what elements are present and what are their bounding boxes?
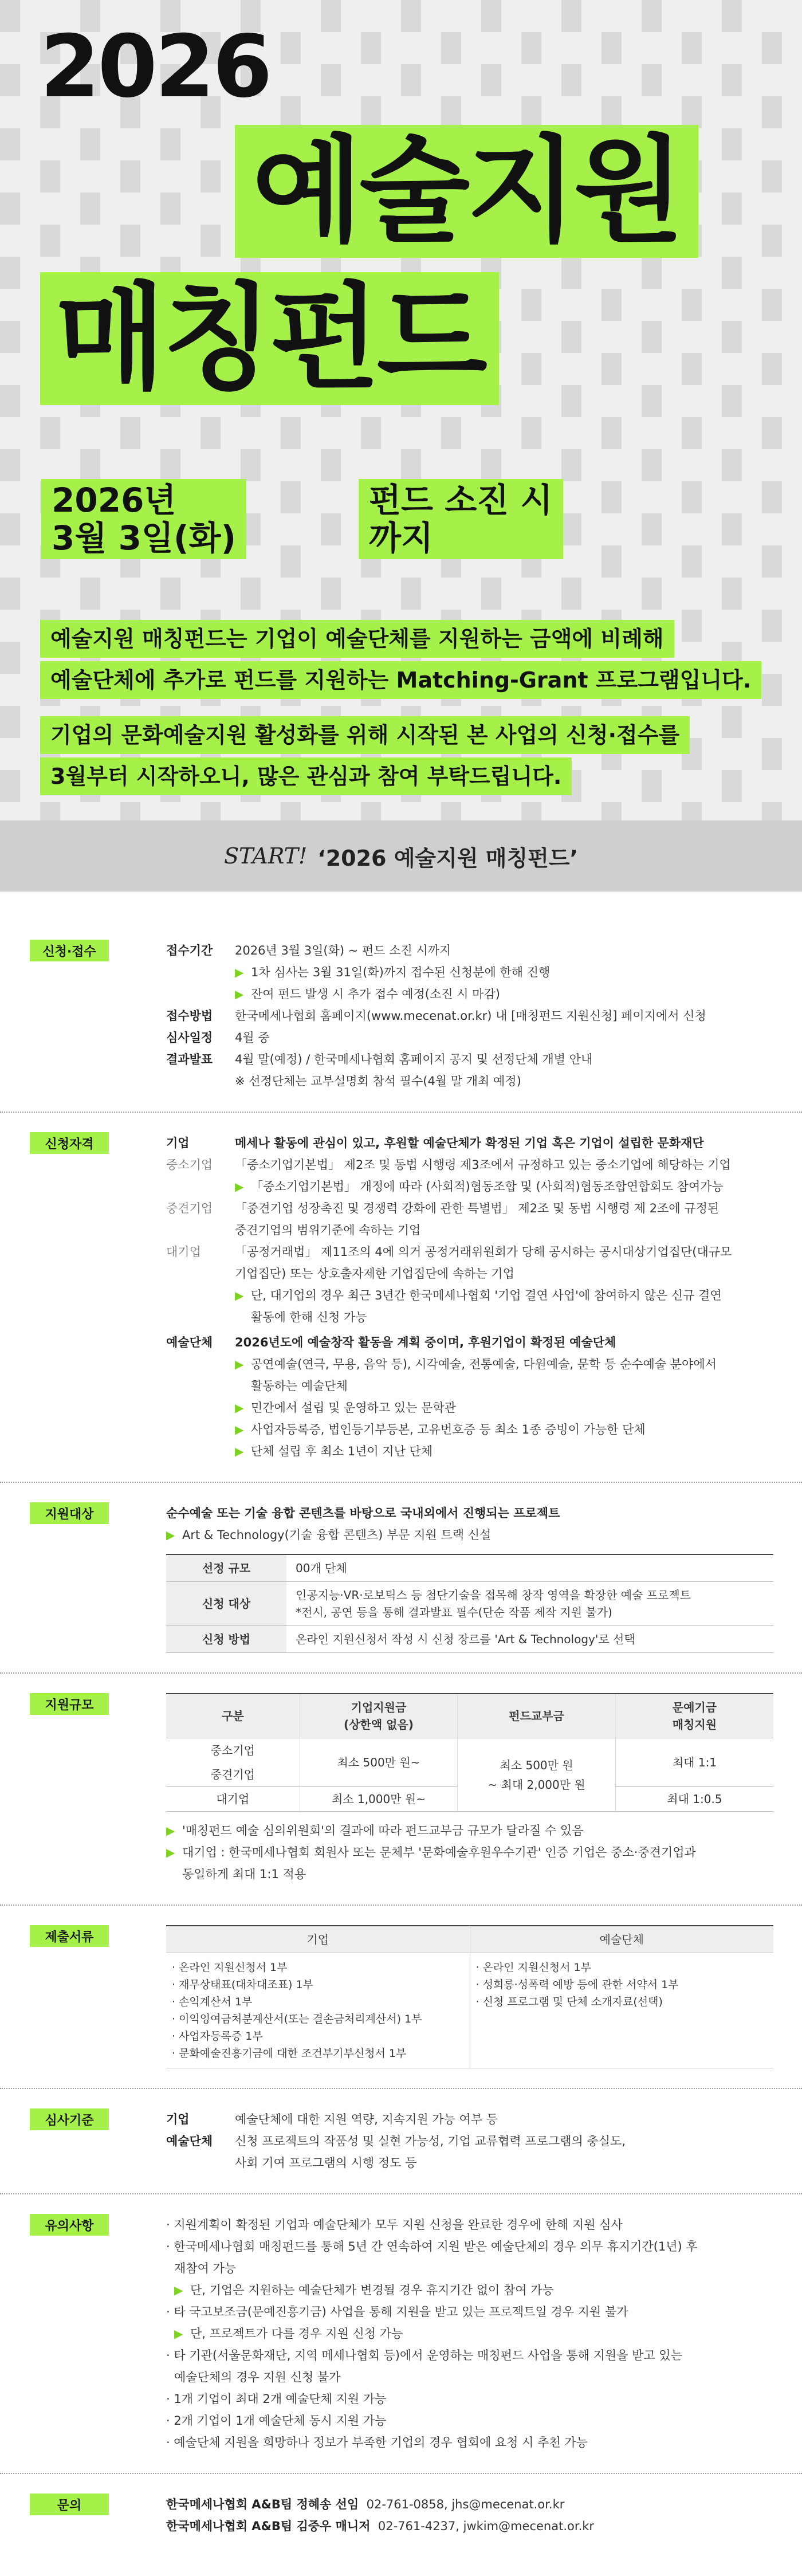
background-tile <box>521 353 541 385</box>
background-tile <box>321 449 341 481</box>
table-key: 신청 방법 <box>166 1626 286 1653</box>
col-header-corp-line1: 기업지원금 <box>351 1701 407 1714</box>
background-tile <box>561 321 581 353</box>
background-tile <box>561 64 581 96</box>
background-tile <box>722 128 742 160</box>
mid-value2: 중견기업의 범위기준에 속하는 기업 <box>235 1223 421 1237</box>
background-tile <box>481 0 501 32</box>
background-tile <box>521 96 541 128</box>
background-tile <box>0 770 20 802</box>
background-tile <box>0 128 20 160</box>
background-tile <box>0 706 20 738</box>
col-header-corp <box>300 1694 458 1738</box>
background-tile <box>120 160 140 193</box>
background-tile <box>200 225 221 257</box>
background-tile <box>0 0 20 32</box>
background-tile <box>200 417 221 449</box>
start-title: ‘2026 예술지원 매칭펀드’ <box>317 845 579 871</box>
method-key: 접수방법 <box>166 1009 213 1023</box>
triangle-right-icon: ▶ <box>235 987 244 1001</box>
triangle-right-icon: ▶ <box>166 1528 175 1542</box>
background-tile <box>682 481 702 513</box>
background-tile <box>561 385 581 417</box>
triangle-right-icon: ▶ <box>235 1180 244 1193</box>
list-item: · 손익계산서 1부 <box>172 1996 253 2008</box>
sme-note: 「중소기업기본법」 개정에 따라 (사회적)협동조합 및 (사회적)협동조합연합회도 참여가능 <box>251 1180 724 1193</box>
contact1-info[interactable]: 02-761-0858, jhs@mecenat.or.kr <box>366 2498 565 2511</box>
background-tile <box>0 321 20 353</box>
background-tile <box>602 32 622 64</box>
criteria-corp-key: 기업 <box>166 2112 190 2126</box>
contact2-info[interactable]: 02-761-4237, jwkim@mecenat.or.kr <box>378 2519 595 2533</box>
background-tile <box>200 160 221 193</box>
background-tile <box>722 449 742 481</box>
background-tile <box>401 0 421 32</box>
result-key: 결과발표 <box>166 1053 213 1066</box>
list-item: · 이익잉여금처분계산서(또는 결손금처리계산서) 1부 <box>172 2013 422 2025</box>
background-tile <box>401 64 421 96</box>
background-tile <box>642 385 662 417</box>
background-tile <box>642 64 662 96</box>
table-row <box>166 1582 773 1626</box>
list-item: · 온라인 지원신청서 1부 <box>172 1961 288 1974</box>
intro-line2: 예술단체에 추가로 펀드를 지원하는 Matching-Grant 프로그램입니다. <box>40 661 761 699</box>
background-tile <box>682 32 702 64</box>
background-tile <box>762 417 782 449</box>
background-tile <box>602 545 622 578</box>
background-tile <box>80 578 100 610</box>
criteria-art-value2: 사회 기여 프로그램의 시행 정도 등 <box>235 2156 417 2170</box>
end-date-line1: 펀드 소진 시 <box>369 481 553 520</box>
art-note3: 사업자등록증, 법인등기부등본, 고유번호증 등 최소 1종 증빙이 가능한 단체 <box>251 1423 646 1436</box>
table-value: 온라인 지원신청서 작성 시 신청 장르를 'Art & Technology'로 선택 <box>286 1626 773 1653</box>
row-mid: 중견기업 <box>166 1762 300 1787</box>
background-tile <box>80 449 100 481</box>
match-small: 최대 1:1 <box>615 1738 773 1787</box>
table-value: 00개 단체 <box>286 1554 773 1582</box>
note-line: · 예술단체 지원을 희망하나 정보가 부족한 기업의 경우 협회에 요청 시 추천 가능 <box>166 2436 588 2449</box>
contact2-name: 한국메세나협회 A&B팀 김중우 매니저 <box>166 2519 371 2533</box>
background-tile <box>281 417 301 449</box>
background-tile <box>762 545 782 578</box>
background-tile <box>722 257 742 289</box>
background-tile <box>321 0 341 32</box>
corp-key: 기업 <box>166 1136 190 1150</box>
background-tile <box>0 449 20 481</box>
background-tile <box>40 160 60 193</box>
art-tech-table <box>166 1554 773 1653</box>
triangle-right-icon: ▶ <box>174 2327 183 2341</box>
background-tile <box>762 32 782 64</box>
background-tile <box>361 32 381 64</box>
table-key: 선정 규모 <box>166 1554 286 1582</box>
background-tile <box>401 449 421 481</box>
col-header-match <box>615 1694 773 1738</box>
col-header-corp-line2: (상한액 없음) <box>344 1718 414 1731</box>
start-date-line2: 3월 3일(화) <box>52 519 237 558</box>
mid-key: 중견기업 <box>166 1201 213 1215</box>
background-tile <box>281 32 301 64</box>
background-tile <box>602 417 622 449</box>
background-tile <box>321 64 341 96</box>
section-apply <box>0 920 802 1113</box>
list-item: · 신청 프로그램 및 단체 소개자료(선택) <box>475 1996 663 2008</box>
hero-start-date <box>41 479 246 559</box>
background-tile <box>0 193 20 225</box>
section-label-docs: 제출서류 <box>30 1925 109 1947</box>
list-item: · 재무상태표(대차대조표) 1부 <box>172 1978 313 1991</box>
sme-value: 「중소기업기본법」 제2조 및 동법 시행령 제3조에서 규정하고 있는 중소기업에 해당하는 기업 <box>235 1158 731 1172</box>
background-tile <box>441 802 461 820</box>
section-contact <box>0 2474 802 2557</box>
section-label-apply: 신청·접수 <box>30 940 109 961</box>
background-tile <box>682 96 702 128</box>
background-tile <box>361 802 381 820</box>
scale-table <box>166 1693 773 1812</box>
art-note2: 민간에서 설립 및 운영하고 있는 문학관 <box>251 1401 456 1415</box>
background-tile <box>682 545 702 578</box>
method-value: 한국메세나협회 홈페이지(www.mecenat.or.kr) 내 [매칭펀드 지원신청] 페이지에서 신청 <box>235 1009 706 1023</box>
fund-amount <box>458 1738 616 1812</box>
background-tile <box>642 321 662 353</box>
scale-note2: 대기업 : 한국메세나협회 회원사 또는 문체부 '문화예술후원우수기관' 인증 기업은 중소·중견기업과 <box>182 1845 696 1859</box>
background-tile <box>441 417 461 449</box>
background-tile <box>602 481 622 513</box>
background-tile <box>682 289 702 321</box>
background-tile <box>361 96 381 128</box>
background-tile <box>0 257 20 289</box>
art-note1-cont: 활동하는 예술단체 <box>251 1379 348 1393</box>
section-label-eligibility: 신청자격 <box>30 1132 109 1154</box>
target-sub: Art & Technology(기술 융합 콘텐츠) 부문 지원 트랙 신설 <box>182 1528 492 1542</box>
triangle-right-icon: ▶ <box>235 1401 244 1415</box>
period-value: 2026년 3월 3일(화) ~ 펀드 소진 시까지 <box>235 944 451 957</box>
section-label-target: 지원대상 <box>30 1502 109 1524</box>
review-key: 심사일정 <box>166 1031 213 1044</box>
large-note2: 활동에 한해 신청 가능 <box>251 1310 367 1324</box>
hero-end-date <box>359 479 563 559</box>
hero-banner <box>0 0 802 820</box>
art-value: 2026년도에 예술창작 활동을 계획 중이며, 후원기업이 확정된 예술단체 <box>235 1336 616 1349</box>
background-tile <box>682 802 702 820</box>
docs-table <box>166 1925 773 2068</box>
background-tile <box>762 610 782 642</box>
review-value: 4월 중 <box>235 1031 270 1044</box>
background-tile <box>722 0 742 32</box>
triangle-right-icon: ▶ <box>235 1444 244 1458</box>
section-target <box>0 1483 802 1674</box>
section-scale <box>0 1674 802 1906</box>
background-tile <box>602 96 622 128</box>
background-tile <box>642 513 662 545</box>
background-tile <box>642 0 662 32</box>
result-note: ※ 선정단체는 교부설명회 참석 필수(4월 말 개최 예정) <box>235 1074 521 1088</box>
background-tile <box>0 513 20 545</box>
section-label-criteria: 심사기준 <box>30 2108 109 2130</box>
section-notes <box>0 2194 802 2474</box>
background-tile <box>281 545 301 578</box>
background-tile <box>0 64 20 96</box>
row-large: 대기업 <box>166 1787 300 1812</box>
background-tile <box>281 481 301 513</box>
background-tile <box>722 385 742 417</box>
background-tile <box>241 449 261 481</box>
col-header-type: 구분 <box>166 1694 300 1738</box>
background-tile <box>40 802 60 820</box>
table-row <box>166 1626 773 1653</box>
period-note1: 1차 심사는 3월 31일(화)까지 접수된 신청분에 한해 진행 <box>251 965 551 979</box>
col-header-match-line1: 문예기금 <box>672 1701 717 1714</box>
background-tile <box>722 578 742 610</box>
fund-min: 최소 500만 원 <box>500 1758 573 1772</box>
start-banner <box>0 820 802 892</box>
background-tile <box>40 225 60 257</box>
background-tile <box>722 770 742 802</box>
fund-max: ~ 최대 2,000만 원 <box>488 1777 585 1792</box>
note-line: · 타 국고보조금(문예진흥기금) 사업을 통해 지원을 받고 있는 프로젝트일 경우 지원 불가 <box>166 2305 628 2319</box>
background-tile <box>521 802 541 820</box>
triangle-right-icon: ▶ <box>235 1289 244 1302</box>
background-tile <box>722 513 742 545</box>
background-tile <box>321 513 341 545</box>
background-tile <box>401 578 421 610</box>
corp-small-amount: 최소 500만 원~ <box>300 1738 458 1787</box>
background-tile <box>762 96 782 128</box>
background-tile <box>521 289 541 321</box>
table-value-note: *전시, 공연 등을 통해 결과발표 필수(단순 작품 제작 지원 불가) <box>296 1605 612 1619</box>
background-tile <box>602 802 622 820</box>
background-tile <box>642 578 662 610</box>
section-eligibility <box>0 1113 802 1483</box>
list-item: · 성희롱·성폭력 예방 등에 관한 서약서 1부 <box>475 1978 679 1991</box>
background-tile <box>481 578 501 610</box>
background-tile <box>762 160 782 193</box>
background-tile <box>160 578 180 610</box>
background-tile <box>642 449 662 481</box>
hero-title-line2: 매칭펀드 <box>40 272 499 405</box>
background-tile <box>722 321 742 353</box>
mid-value1: 「중견기업 성장촉진 및 경쟁력 강화에 관한 특별법」 제2조 및 동법 시행령 제 2조에 규정된 <box>235 1201 720 1215</box>
background-tile <box>120 417 140 449</box>
background-tile <box>561 449 581 481</box>
background-tile <box>762 353 782 385</box>
table-row <box>166 1554 773 1582</box>
large-value1: 「공정거래법」 제11조의 4에 의거 공정거래위원회가 당해 공시하는 공시대상기업집단(대규모 <box>235 1245 732 1259</box>
background-tile <box>0 578 20 610</box>
background-tile <box>361 417 381 449</box>
large-note1: 단, 대기업의 경우 최근 3년간 한국메세나협회 '기업 결연 사업'에 참여하지 않은 신규 결연 <box>251 1289 722 1302</box>
background-tile <box>200 802 221 820</box>
section-criteria <box>0 2089 802 2194</box>
background-tile <box>120 225 140 257</box>
background-tile <box>762 802 782 820</box>
background-tile <box>682 417 702 449</box>
docs-header-art: 예술단체 <box>470 1926 773 1953</box>
background-tile <box>481 449 501 481</box>
background-tile <box>281 802 301 820</box>
background-tile <box>561 513 581 545</box>
background-tile <box>80 193 100 225</box>
period-key: 접수기간 <box>166 944 213 957</box>
scale-note2-cont: 동일하게 최대 1:1 적용 <box>182 1867 306 1881</box>
end-date-line2: 까지 <box>369 519 434 558</box>
triangle-right-icon: ▶ <box>235 1423 244 1436</box>
large-value2: 기업집단) 또는 상호출자제한 기업집단에 속하는 기업 <box>235 1267 514 1281</box>
background-tile <box>521 32 541 64</box>
triangle-right-icon: ▶ <box>166 1824 175 1837</box>
list-item: · 온라인 지원신청서 1부 <box>475 1961 591 1974</box>
background-tile <box>561 0 581 32</box>
target-main: 순수예술 또는 기술 융합 콘텐츠를 바탕으로 국내외에서 진행되는 프로젝트 <box>166 1506 560 1520</box>
list-item: · 문화예술진흥기금에 대한 조건부기부신청서 1부 <box>172 2047 407 2060</box>
triangle-right-icon: ▶ <box>235 965 244 979</box>
sme-key: 중소기업 <box>166 1158 213 1172</box>
note-line: · 지원계획이 확정된 기업과 예술단체가 모두 지원 신청을 완료한 경우에 한해 지원 심사 <box>166 2218 623 2232</box>
background-tile <box>40 417 60 449</box>
intro-line1: 예술지원 매칭펀드는 기업이 예술단체를 지원하는 금액에 비례해 <box>40 620 674 658</box>
list-item: · 사업자등록증 1부 <box>172 2030 263 2043</box>
background-tile <box>160 449 180 481</box>
background-tile <box>0 642 20 674</box>
start-date-line1: 2026년 <box>52 481 176 520</box>
row-sme: 중소기업 <box>210 1743 255 1757</box>
period-note2: 잔여 펀드 발생 시 추가 접수 예정(소진 시 마감) <box>251 987 500 1001</box>
background-tile <box>561 257 581 289</box>
result-value: 4월 말(예정) / 한국메세나협회 홈페이지 공지 및 선정단체 개별 안내 <box>235 1053 593 1066</box>
note-line-cont: 재참여 가능 <box>174 2261 237 2275</box>
criteria-corp-value: 예술단체에 대한 지원 역량, 지속지원 가능 여부 등 <box>235 2112 498 2126</box>
docs-art-list <box>470 1953 773 2068</box>
note-line: · 2개 기업이 1개 예술단체 동시 지원 가능 <box>166 2414 387 2428</box>
background-tile <box>441 96 461 128</box>
scale-note1: '매칭펀드 예술 심의위원회'의 결과에 따라 펀드교부금 규모가 달라질 수 있음 <box>182 1824 584 1837</box>
docs-header-corp: 기업 <box>166 1926 470 1953</box>
hero-year: 2026 <box>40 17 270 117</box>
background-tile <box>762 738 782 770</box>
background-tile <box>160 193 180 225</box>
art-note1: 공연예술(연극, 무용, 음악 등), 시각예술, 전통예술, 다원예술, 문학 등 순수예술 분야에서 <box>251 1357 717 1371</box>
criteria-art-key: 예술단체 <box>166 2134 213 2148</box>
background-tile <box>722 706 742 738</box>
background-tile <box>561 578 581 610</box>
note-sub: 단, 프로젝트가 다를 경우 지원 신청 가능 <box>190 2327 403 2341</box>
background-tile <box>241 578 261 610</box>
docs-corp-list <box>166 1953 470 2068</box>
program-details <box>0 892 802 2568</box>
note-line-cont: 예술단체의 경우 지원 신청 불가 <box>174 2370 341 2384</box>
art-note4: 단체 설립 후 최소 1년이 지난 단체 <box>251 1444 433 1458</box>
background-tile <box>321 578 341 610</box>
triangle-right-icon: ▶ <box>166 1845 175 1859</box>
corp-large-amount: 최소 1,000만 원~ <box>300 1787 458 1812</box>
col-header-match-line2: 매칭지원 <box>672 1718 717 1731</box>
background-tile <box>481 64 501 96</box>
note-sub: 단, 기업은 지원하는 예술단체가 변경될 경우 휴지기간 없이 참여 가능 <box>190 2283 554 2297</box>
background-tile <box>762 289 782 321</box>
section-label-contact: 문의 <box>30 2493 109 2515</box>
start-word: START! <box>223 843 308 869</box>
corp-value: 메세나 활동에 관심이 있고, 후원할 예술단체가 확정된 기업 혹은 기업이 설립한 문화재단 <box>235 1136 704 1150</box>
col-header-fund: 펀드교부금 <box>458 1694 616 1738</box>
match-large: 최대 1:0.5 <box>615 1787 773 1812</box>
background-tile <box>441 32 461 64</box>
contact1-name: 한국메세나협회 A&B팀 정혜송 선임 <box>166 2498 359 2511</box>
art-key: 예술단체 <box>166 1336 213 1349</box>
background-tile <box>160 128 180 160</box>
hero-title-line1: 예술지원 <box>235 125 698 258</box>
large-key: 대기업 <box>166 1245 201 1259</box>
background-tile <box>120 802 140 820</box>
table-value: 인공지능·VR·로보틱스 등 첨단기술을 접목해 창작 영역을 확장한 예술 프로젝트 <box>296 1588 691 1602</box>
call-line2: 3월부터 시작하오니, 많은 관심과 참여 부탁드립니다. <box>40 757 572 795</box>
background-tile <box>521 417 541 449</box>
triangle-right-icon: ▶ <box>235 1357 244 1371</box>
note-line: · 한국메세나협회 매칭펀드를 통해 5년 간 연속하여 지원 받은 예술단체의 경우 의무 휴지기간(1년) 후 <box>166 2240 698 2253</box>
background-tile <box>602 353 622 385</box>
background-tile <box>722 193 742 225</box>
call-line1: 기업의 문화예술지원 활성화를 위해 시작된 본 사업의 신청·접수를 <box>40 716 690 754</box>
table-key: 신청 대상 <box>166 1582 286 1626</box>
background-tile <box>722 64 742 96</box>
background-tile <box>762 481 782 513</box>
section-label-scale: 지원규모 <box>30 1693 109 1715</box>
note-line: · 타 기관(서울문화재단, 지역 메세나협회 등)에서 운영하는 매칭펀드 사업을 통해 지원을 받고 있는 <box>166 2349 682 2362</box>
background-tile <box>762 225 782 257</box>
background-tile <box>642 257 662 289</box>
background-tile <box>0 385 20 417</box>
hero-call-paragraph <box>40 716 690 799</box>
triangle-right-icon: ▶ <box>174 2283 183 2297</box>
background-tile <box>281 96 301 128</box>
section-docs <box>0 1906 802 2089</box>
hero-intro-paragraph <box>40 620 761 702</box>
background-tile <box>602 289 622 321</box>
criteria-art-value1: 신청 프로젝트의 작품성 및 실현 가능성, 기업 교류협력 프로그램의 충실도, <box>235 2134 626 2148</box>
note-line: · 1개 기업이 최대 2개 예술단체 지원 가능 <box>166 2392 387 2406</box>
background-tile <box>762 674 782 706</box>
background-tile <box>80 128 100 160</box>
section-label-notes: 유의사항 <box>30 2214 109 2236</box>
background-tile <box>682 353 702 385</box>
